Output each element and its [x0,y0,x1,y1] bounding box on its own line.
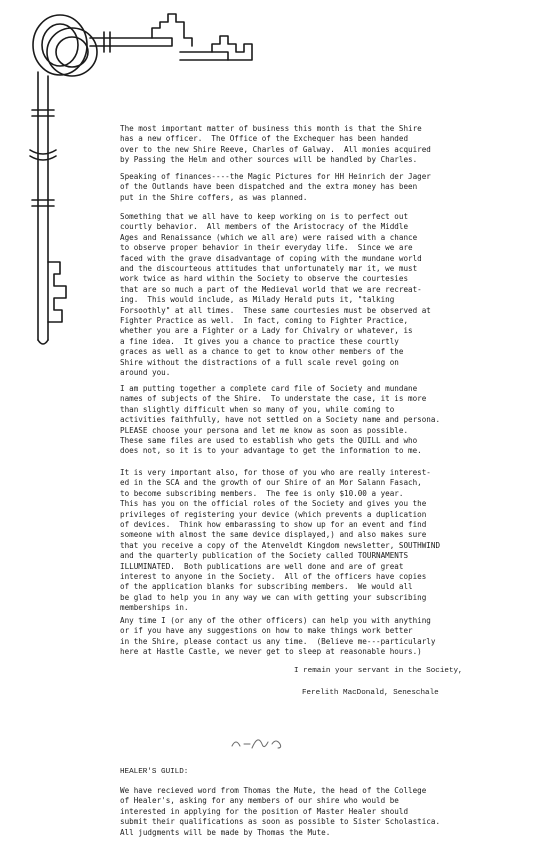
paragraph-new-officer: The most important matter of business this month is that the Shire has a new officer. The Office of the Exchequer has been handed over to the new Shire Reeve, Charles of Galway. All monies acquired by Passing the Helm and other sources will be handled by Charles. [120,124,431,165]
signature-name: Ferelith MacDonald, Seneschale [302,689,439,697]
paragraph-card-file: I am putting together a complete card file of Society and mundane names of subjects of the Shire. To understate the case, it is more than slightly difficult when so many of you, while coming to activities faithfully, have not settled on a Society name and persona. PLEASE choose your persona and let me know as soon as possible. These same files are used to establish who gets the QUILL and who does not, so it is to your advantage to get the information to me. [120,384,441,456]
paragraph-healers-guild: We have recieved word from Thomas the Mute, the head of the College of Healer's, asking for any members of our shire who would be interested in applying for the position of Master Healer should submit their qualifications as soon as possible to Sister Scholastica. All judgments will be made by Thomas the Mute. [120,786,441,837]
paragraph-subscribing-members: It is very important also, for those of you who are really interest- ed in the SCA and the growth of our Shire of an Mor Salann Fasach, to become subscribing members. The fee is only $10.00 a year. This has you on the official roles of the Society and gives you the privileges of registering your device (which prevents a duplication of devices. Think how embarassing to show up for an event and find someone with almost the same device displayed,) and also makes sure that you receive a copy of the Atenveldt Kingdom newsletter, SOUTHWIND and the quarterly publication of the Society called TOURNAMENTS ILLUMINATED. Both publications are well done and are of great interest to anyone in the Society. All of the officers have copies of the application blanks for subscribing members. We would all be glad to help you in any way we can with getting your subscribing memberships in. [120,468,441,613]
paragraph-finances: Speaking of finances----the Magic Pictures for HH Heinrich der Jager of the Outlands have been dispatched and the extra money has been put in the Shire coffers, as was planned. [120,172,431,202]
paragraph-contact: Any time I (or any of the other officers) can help you with anything or if you have any suggestions on how to make things work better in the Shire, please contact us any time. (Believe me---particularly here at Hastle Castle, we never get to sleep at reasonable hours.) [120,616,436,657]
handwritten-signature-mark [228,732,288,754]
closing-line: I remain your servant in the Society, [294,667,463,675]
paragraph-courtly-behavior: Something that we all have to keep working on is to perfect out courtly behavior. All members of the Aristocracy of the Middle Ages and Renaissance (which we all are) were raised with a chance to observe proper behavior in their everyday life. Since we are faced with the grave disadvantage of coping with the mundane world and the discourteous attitudes that unfortunately mar it, we must work twice as hard within the Society to observe the courtesies that are so much a part of the Medieval world that we are recreat- ing. This would include, as Milady Herald puts it, "talking Forsoothly" at all times. These same courtesies must be observed at Fighter Practice as well. In fact, coming to Fighter Practice, whether you are a Fighter or a Lady for Chivalry or whatever, is a fine idea. It gives you a chance to practice these courtly graces as well as a chance to get to know other members of the Shire without the distractions of a full scale revel going on around you. [120,212,431,378]
healers-guild-heading: HEALER'S GUILD: [120,768,189,776]
